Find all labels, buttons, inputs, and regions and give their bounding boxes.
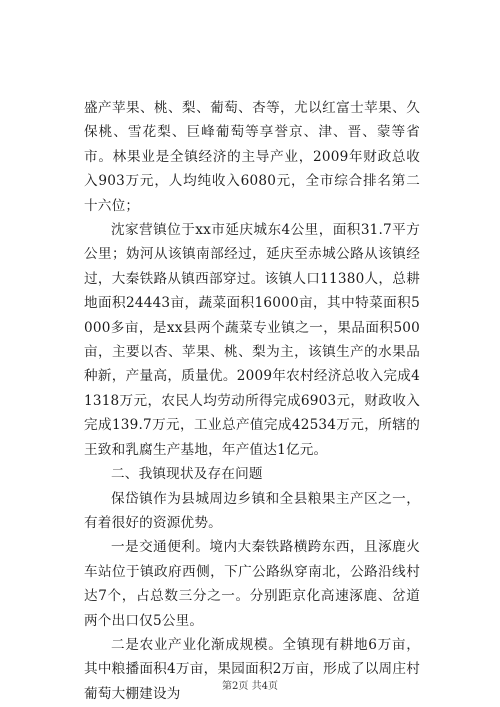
page-number-footer: 第2页 共4页 [222,681,278,692]
paragraph-shenjiaying-town: 沈家营镇位于xx市延庆城东4公里，面积31.7平方公里；妫河从该镇南部经过，延庆至赤城公路从该镇经过，大秦铁路从镇西部穿过。该镇人口11380人，总耕地面积24443亩，蔬菜面积16000亩，其中特菜面积5000多亩，是xx县两个蔬菜专业镇之一，果品面积500亩，主要以杏、苹果、桃、梨为主，该镇生产的水果品种新，产量高，质量优。2009年农村经济总收入完成41318万元，农民人均劳动所得完成6903元，财政收入完成139.7万元，工业总产值完成42534万元，所辖的王致和乳腐生产基地，年产值达1亿元。 [84,222,420,458]
paragraph-fruit-industry: 盛产苹果、桃、梨、葡萄、杏等，尤以红富士苹果、久保桃、雪花梨、巨峰葡萄等享誉京、津、晋、蒙等省市。林果业是全镇经济的主导产业，2009年财政总收入903万元，人均纯收入6080元，全市综合排名第二十六位； [84,100,420,214]
document-body [84,96,420,706]
paragraph-transport: 一是交通便利。境内大秦铁路横跨东西，且涿鹿火车站位于镇政府西侧，下广公路纵穿南北，公路沿线村达7个，占总数三分之一。分别距京化高速涿鹿、岔道两个出口仅5公里。 [84,539,420,629]
section-heading: 二、我镇现状及存在问题 [111,466,263,483]
paragraph-agriculture: 二是农业产业化渐成规模。全镇现有耕地6万亩，其中粮播面积4万亩，果园面积2万亩，形成了以周庄村葡萄大棚建设为 [84,636,420,702]
paragraph-baodai-overview: 保岱镇作为县城周边乡镇和全县粮果主产区之一，有着很好的资源优势。 [84,490,420,531]
